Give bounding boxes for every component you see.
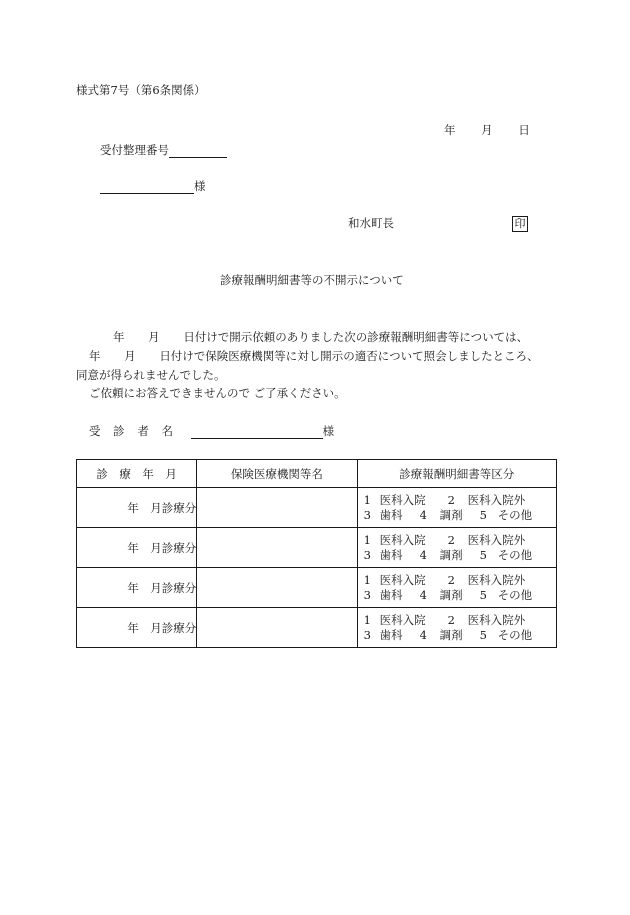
reception-number-row (100, 144, 227, 158)
cat-num: 2 (447, 612, 455, 627)
addressee-field[interactable] (100, 180, 194, 194)
period-cell[interactable]: 年 月診療分 (77, 528, 197, 568)
cat-label: その他 (497, 627, 533, 642)
category-cell (357, 568, 556, 608)
cat-label: 医科入院外 (467, 612, 526, 627)
institution-cell[interactable] (197, 528, 357, 568)
cat-num: 5 (479, 507, 487, 522)
reception-number-label: 受付整理番号 (100, 143, 169, 158)
category-cell (357, 528, 556, 568)
cat-label: 医科入院外 (467, 572, 526, 587)
body-line-2-text: 日付けで保険医療機関等に対し開示の適否について照会しましたところ、 (159, 349, 539, 363)
cat-label: 調剤 (439, 547, 463, 562)
date-year: 年 (444, 123, 456, 137)
cat-num: 3 (363, 587, 371, 602)
cat-num: 2 (447, 572, 455, 587)
cat-num: 1 (363, 492, 371, 507)
cat-num: 4 (419, 507, 427, 522)
body-line-2-year: 年 (89, 349, 101, 363)
cat-label: 医科入院 (379, 612, 426, 627)
body-line-2-month: 月 (124, 349, 136, 363)
cat-label: 医科入院 (379, 492, 426, 507)
body-line-4: ご依頼にお答えできませんので ご了承ください。 (89, 386, 346, 400)
cat-num: 5 (479, 627, 487, 642)
cat-num: 4 (419, 587, 427, 602)
addressee-row (100, 180, 206, 194)
cat-label: 調剤 (439, 587, 463, 602)
cat-num: 4 (419, 547, 427, 562)
cat-label: 医科入院外 (467, 492, 526, 507)
cat-label: 医科入院 (379, 532, 426, 547)
cat-label: 調剤 (439, 507, 463, 522)
table-row (77, 528, 557, 568)
institution-cell[interactable] (197, 608, 357, 648)
patient-suffix: 様 (322, 424, 335, 439)
issuer: 和水町長 (348, 216, 394, 230)
patient-label-char: 名 (161, 424, 173, 439)
cat-num: 2 (447, 492, 455, 507)
form-number: 様式第7号（第6条関係） (76, 83, 206, 97)
date-line (444, 124, 530, 138)
addressee-suffix: 様 (194, 179, 206, 194)
table-row (77, 608, 557, 648)
period-cell[interactable]: 年 月診療分 (77, 608, 197, 648)
body-line-1-text: 日付けで開示依頼のありました次の診療報酬明細書等については、 (183, 330, 529, 344)
cat-num: 2 (447, 532, 455, 547)
body-line-1 (113, 331, 528, 345)
patient-label-char: 診 (113, 424, 125, 439)
cat-num: 4 (419, 627, 427, 642)
cat-num: 3 (363, 547, 371, 562)
cat-label: 歯科 (379, 547, 403, 562)
body-line-2 (89, 350, 539, 364)
institution-cell[interactable] (197, 568, 357, 608)
cat-label: 歯科 (379, 627, 403, 642)
header-period: 診 療 年 月 (77, 460, 197, 488)
body-line-3: 同意が得られませんでした。 (76, 368, 226, 382)
cat-num: 3 (363, 627, 371, 642)
date-day: 日 (518, 123, 530, 137)
patient-label-char: 受 (89, 424, 101, 439)
header-institution: 保険医療機関等名 (197, 460, 357, 488)
cat-num: 5 (479, 547, 487, 562)
table-header-row (77, 460, 557, 488)
cat-label: 調剤 (439, 627, 463, 642)
table-row (77, 568, 557, 608)
header-category: 診療報酬明細書等区分 (357, 460, 556, 488)
period-cell[interactable]: 年 月診療分 (77, 488, 197, 528)
body-line-1-year: 年 (113, 330, 125, 344)
cat-num: 3 (363, 507, 371, 522)
cat-label: 歯科 (379, 507, 403, 522)
patient-row (89, 425, 334, 439)
cat-label: その他 (497, 507, 533, 522)
patient-name-field[interactable] (191, 425, 323, 439)
cat-num: 1 (363, 572, 371, 587)
disclosure-table (76, 459, 557, 648)
cat-label: その他 (497, 547, 533, 562)
period-cell[interactable]: 年 月診療分 (77, 568, 197, 608)
cat-label: 医科入院外 (467, 532, 526, 547)
seal-text: 印 (514, 217, 526, 230)
reception-number-field[interactable] (169, 144, 227, 158)
category-cell (357, 608, 556, 648)
institution-cell[interactable] (197, 488, 357, 528)
cat-label: その他 (497, 587, 533, 602)
date-month: 月 (481, 123, 493, 137)
patient-label-char: 者 (137, 424, 149, 439)
cat-num: 1 (363, 532, 371, 547)
cat-label: 歯科 (379, 587, 403, 602)
category-cell (357, 488, 556, 528)
seal-mark (512, 216, 528, 232)
table-row (77, 488, 557, 528)
document-title: 診療報酬明細書等の不開示について (220, 273, 404, 287)
cat-label: 医科入院 (379, 572, 426, 587)
cat-num: 1 (363, 612, 371, 627)
body-line-1-month: 月 (148, 330, 160, 344)
cat-num: 5 (479, 587, 487, 602)
